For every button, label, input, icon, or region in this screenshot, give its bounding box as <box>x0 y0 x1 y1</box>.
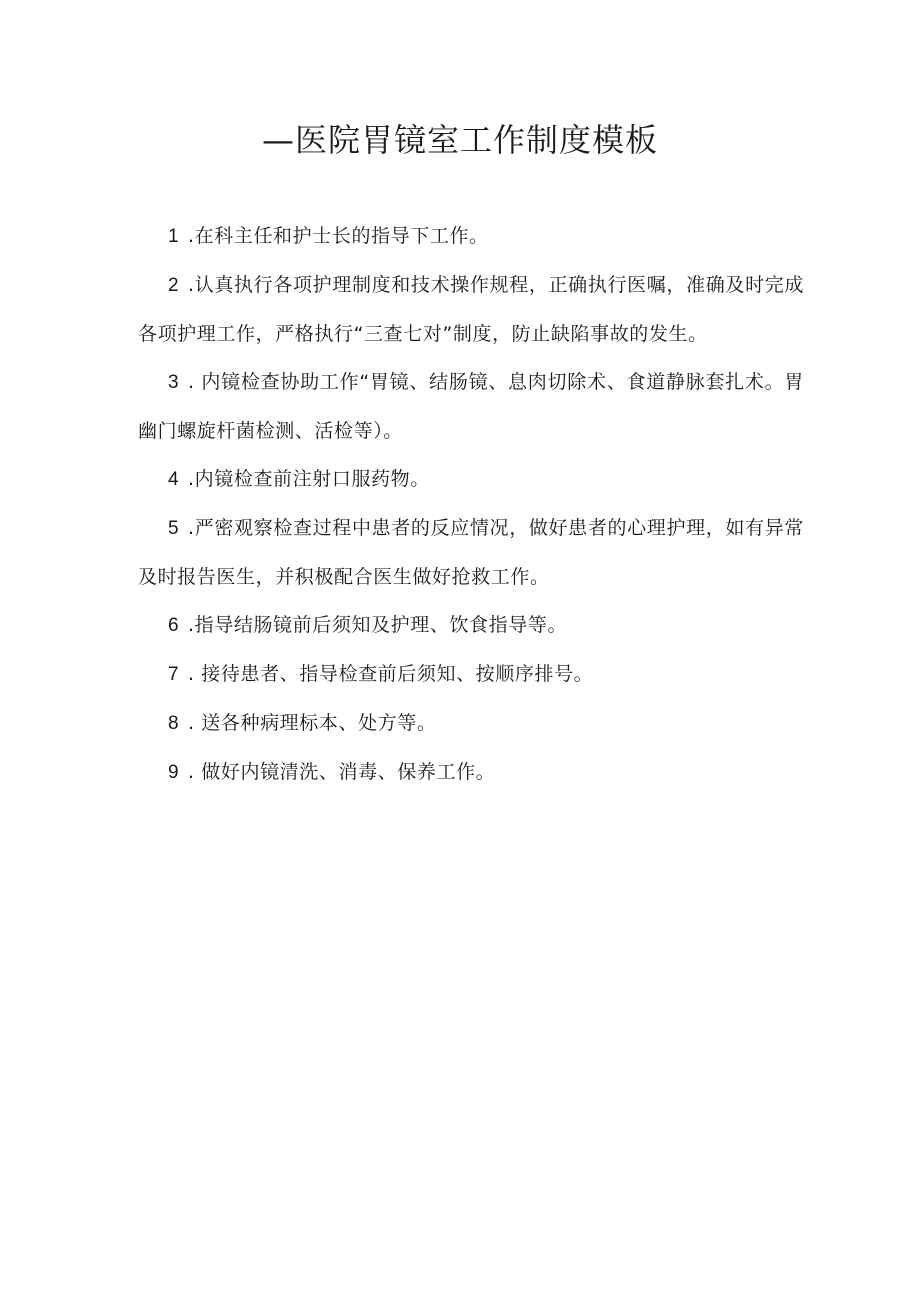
rule-number: 8 <box>168 713 180 734</box>
rule-number: 6 <box>168 615 180 636</box>
rule-item <box>138 455 804 504</box>
rule-item <box>138 261 804 358</box>
rule-number: 1 <box>168 226 180 247</box>
rules-list <box>138 212 804 797</box>
rule-number: 2 <box>168 275 180 296</box>
rule-text: . 接待患者、指导检查前后须知、按顺序排号。 <box>188 663 594 685</box>
rule-item <box>138 601 804 650</box>
rule-text: .严密观察检查过程中患者的反应情况，做好患者的心理护理，如有异常及时报告医生，并积极配合医生做好抢救工作。 <box>138 517 804 588</box>
rule-text: . 内镜检查协助工作“胃镜、结肠镜、息肉切除术、食道静脉套扎术。胃幽门螺旋杆菌检测、活检等）。 <box>138 371 804 442</box>
rule-text: .内镜检查前注射口服药物。 <box>188 468 430 490</box>
rule-number: 7 <box>168 664 180 685</box>
rule-item <box>138 650 804 699</box>
rule-text: .指导结肠镜前后须知及护理、饮食指导等。 <box>188 614 568 636</box>
document-title: —医院胃镜室工作制度模板 <box>261 121 658 159</box>
rule-number: 9 <box>168 762 180 783</box>
rule-item <box>138 212 804 261</box>
rule-item <box>138 699 804 748</box>
rule-text: .认真执行各项护理制度和技术操作规程，正确执行医嘱，准确及时完成各项护理工作，严格执行“三查七对”制度，防止缺陷事故的发生。 <box>138 274 804 345</box>
rule-item <box>138 358 804 455</box>
rule-number: 3 <box>168 372 180 393</box>
rule-number: 5 <box>168 518 180 539</box>
rule-number: 4 <box>168 469 180 490</box>
rule-text: . 做好内镜清洗、消毒、保养工作。 <box>188 761 496 783</box>
rule-text: .在科主任和护士长的指导下工作。 <box>188 225 489 247</box>
rule-item <box>138 748 804 797</box>
rule-item <box>138 504 804 601</box>
rule-text: . 送各种病理标本、处方等。 <box>188 712 437 734</box>
